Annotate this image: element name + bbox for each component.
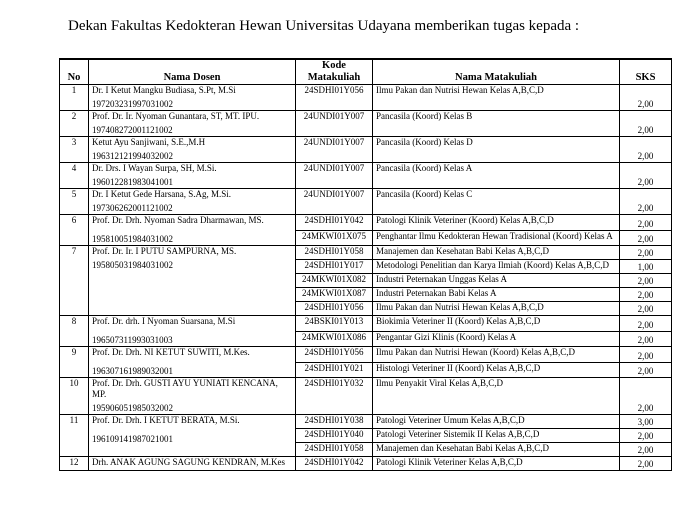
lecturer-nip: 197306262001121002 [92, 203, 173, 213]
table-row [60, 189, 672, 215]
course-sks: 2,00 [620, 111, 672, 137]
course-code: 24BSKI01Y013 [296, 316, 373, 332]
table-body [60, 85, 672, 471]
row-number: 4 [60, 163, 89, 189]
row-number: 12 [60, 457, 89, 471]
course-name: Ilmu Pakan dan Nutrisi Hewan (Koord) Kelas A,B,C,D [373, 347, 620, 363]
row-number: 1 [60, 85, 89, 111]
course-code: 24MKWI01X082 [296, 274, 373, 288]
course-sks: 2,00 [620, 215, 672, 231]
row-number: 11 [60, 415, 89, 457]
assignment-table [59, 58, 668, 471]
course-name: Ilmu Pakan dan Nutrisi Hewan Kelas A,B,C,D [373, 302, 620, 316]
table-row [60, 163, 672, 189]
course-name: Manajemen dan Kesehatan Babi Kelas A,B,C,D [373, 443, 620, 457]
course-name: Pancasila (Koord) Kelas D [373, 137, 620, 163]
course-sks: 2,00 [620, 163, 672, 189]
lecturer-cell [89, 415, 296, 457]
course-code: 24SDHI01Y042 [296, 215, 373, 231]
lecturer-name: Prof. Dr. drh. I Nyoman Suarsana, M.Si [92, 316, 236, 326]
table-row [60, 137, 672, 163]
table-row [60, 111, 672, 137]
course-code: 24UNDI01Y007 [296, 189, 373, 215]
row-number: 2 [60, 111, 89, 137]
lecturer-cell [89, 85, 296, 111]
intro-text: Dekan Fakultas Kedokteran Hewan Universitas Udayana memberikan tugas kepada : [68, 18, 580, 34]
header-dosen: Nama Dosen [89, 59, 296, 85]
course-name: Metodologi Penelitian dan Karya Ilmiah (Koord) Kelas A,B,C,D [373, 260, 620, 274]
lecturer-cell [89, 457, 296, 471]
course-sks: 3,00 [620, 415, 672, 429]
lecturer-nip: 196109141987021001 [92, 434, 173, 444]
lecturer-cell [89, 347, 296, 378]
course-code: 24SDHI01Y038 [296, 415, 373, 429]
course-code: 24MKWI01X086 [296, 331, 373, 347]
lecturer-cell [89, 215, 296, 246]
table-header-row [60, 59, 672, 85]
table-row [60, 316, 672, 332]
course-name: Biokimia Veteriner II (Koord) Kelas A,B,C,D [373, 316, 620, 332]
course-code: 24MKWI01X075 [296, 230, 373, 246]
lecturer-name: Prof. Dr. Drh. Nyoman Sadra Dharmawan, MS. [92, 215, 264, 225]
table-row [60, 85, 672, 111]
course-sks: 2,00 [620, 347, 672, 363]
row-number: 5 [60, 189, 89, 215]
course-code: 24SDHI01Y056 [296, 85, 373, 111]
course-sks: 2,00 [620, 288, 672, 302]
lecturer-name: Prof. Dr. Ir. I PUTU SAMPURNA, MS. [92, 246, 237, 256]
course-name: Patologi Veteriner Umum Kelas A,B,C,D [373, 415, 620, 429]
course-name: Industri Peternakan Unggas Kelas A [373, 274, 620, 288]
course-code: 24SDHI01Y056 [296, 347, 373, 363]
lecturer-name: Prof. Dr. Drh. I KETUT BERATA, M.Si. [92, 415, 240, 425]
course-code: 24UNDI01Y007 [296, 111, 373, 137]
header-no: No [60, 59, 89, 85]
course-code: 24UNDI01Y007 [296, 163, 373, 189]
lecturer-name: Prof. Dr. Ir. Nyoman Gunantara, ST, MT. IPU. [92, 111, 260, 121]
course-sks: 2,00 [620, 378, 672, 415]
course-sks: 2,00 [620, 443, 672, 457]
course-name: Penghantar Ilmu Kedokteran Hewan Tradisional (Koord) Kelas A [373, 230, 620, 246]
lecturer-nip: 196012281983041001 [92, 177, 173, 187]
course-name: Pancasila (Koord) Kelas C [373, 189, 620, 215]
lecturer-nip: 195810051984031002 [92, 234, 173, 244]
lecturer-nip: 197408272001121002 [92, 125, 173, 135]
course-sks: 2,00 [620, 316, 672, 332]
row-number: 10 [60, 378, 89, 415]
header-matakuliah: Nama Matakuliah [373, 59, 620, 85]
lecturer-cell [89, 316, 296, 347]
lecturer-cell [89, 378, 296, 415]
row-number: 7 [60, 246, 89, 316]
lecturer-cell [89, 246, 296, 316]
course-name: Pancasila (Koord) Kelas B [373, 111, 620, 137]
course-code: 24SDHI01Y032 [296, 378, 373, 415]
course-code: 24SDHI01Y056 [296, 302, 373, 316]
course-sks: 2,00 [620, 362, 672, 378]
course-sks: 2,00 [620, 246, 672, 260]
lecturer-name: Prof. Dr. Drh. NI KETUT SUWITI, M.Kes. [92, 347, 250, 357]
course-code: 24MKWI01X087 [296, 288, 373, 302]
course-name: Pancasila (Koord) Kelas A [373, 163, 620, 189]
course-name: Patologi Veteriner Sistemik II Kelas A,B,C,D [373, 429, 620, 443]
lecturer-cell [89, 137, 296, 163]
course-sks: 2,00 [620, 274, 672, 288]
course-name: Patologi Klinik Veteriner (Koord) Kelas A,B,C,D [373, 215, 620, 231]
row-number: 8 [60, 316, 89, 347]
table-row [60, 215, 672, 231]
course-sks: 2,00 [620, 137, 672, 163]
lecturer-name: Dr. Drs. I Wayan Surpa, SH, M.Si. [92, 163, 217, 173]
course-name: Patologi Klinik Veteriner Kelas A,B,C,D [373, 457, 620, 471]
course-sks: 2,00 [620, 302, 672, 316]
course-sks: 2,00 [620, 457, 672, 471]
table-row [60, 415, 672, 429]
course-name: Histologi Veteriner II (Koord) Kelas A,B,C,D [373, 362, 620, 378]
row-number: 9 [60, 347, 89, 378]
table-row [60, 246, 672, 260]
lecturer-nip: 195906051985032002 [92, 403, 173, 413]
lecturer-name: Prof. Dr. Drh. GUSTI AYU YUNIATI KENCANA, MP. [92, 378, 278, 399]
row-number: 3 [60, 137, 89, 163]
course-sks: 2,00 [620, 429, 672, 443]
course-name: Industri Peternakan Babi Kelas A [373, 288, 620, 302]
header-sks: SKS [620, 59, 672, 85]
lecturer-cell [89, 163, 296, 189]
course-name: Pengantar Gizi Klinis (Koord) Kelas A [373, 331, 620, 347]
table-row [60, 378, 672, 415]
course-sks: 2,00 [620, 230, 672, 246]
lecturer-nip: 196312121994032002 [92, 151, 173, 161]
lecturer-nip: 197203231997031002 [92, 99, 173, 109]
lecturer-nip: 196307161989032001 [92, 366, 173, 376]
course-sks: 2,00 [620, 85, 672, 111]
course-name: Manajemen dan Kesehatan Babi Kelas A,B,C,D [373, 246, 620, 260]
header-kode: Kode Matakuliah [296, 59, 373, 85]
course-code: 24SDHI01Y058 [296, 246, 373, 260]
course-name: Ilmu Penyakit Viral Kelas A,B,C,D [373, 378, 620, 415]
course-code: 24SDHI01Y021 [296, 362, 373, 378]
course-sks: 1,00 [620, 260, 672, 274]
course-code: 24SDHI01Y040 [296, 429, 373, 443]
row-number: 6 [60, 215, 89, 246]
lecturer-cell [89, 189, 296, 215]
lecturer-cell [89, 111, 296, 137]
table-row [60, 347, 672, 363]
lecturer-nip: 196507311993031003 [92, 335, 173, 345]
course-code: 24SDHI01Y058 [296, 443, 373, 457]
course-code: 24UNDI01Y007 [296, 137, 373, 163]
course-code: 24SDHI01Y042 [296, 457, 373, 471]
course-code: 24SDHI01Y017 [296, 260, 373, 274]
lecturer-name: Dr. I Ketut Mangku Budiasa, S.Pt, M.Si [92, 85, 236, 95]
lecturer-nip: 195805031984031002 [92, 260, 173, 270]
course-sks: 2,00 [620, 331, 672, 347]
course-name: Ilmu Pakan dan Nutrisi Hewan Kelas A,B,C,D [373, 85, 620, 111]
lecturer-name: Dr. I Ketut Gede Harsana, S.Ag, M.Si. [92, 189, 231, 199]
lecturer-name: Ketut Ayu Sanjiwani, S.E.,M.H [92, 137, 206, 147]
table-row [60, 457, 672, 471]
course-sks: 2,00 [620, 189, 672, 215]
lecturer-name: Drh. ANAK AGUNG SAGUNG KENDRAN, M.Kes [92, 457, 285, 467]
